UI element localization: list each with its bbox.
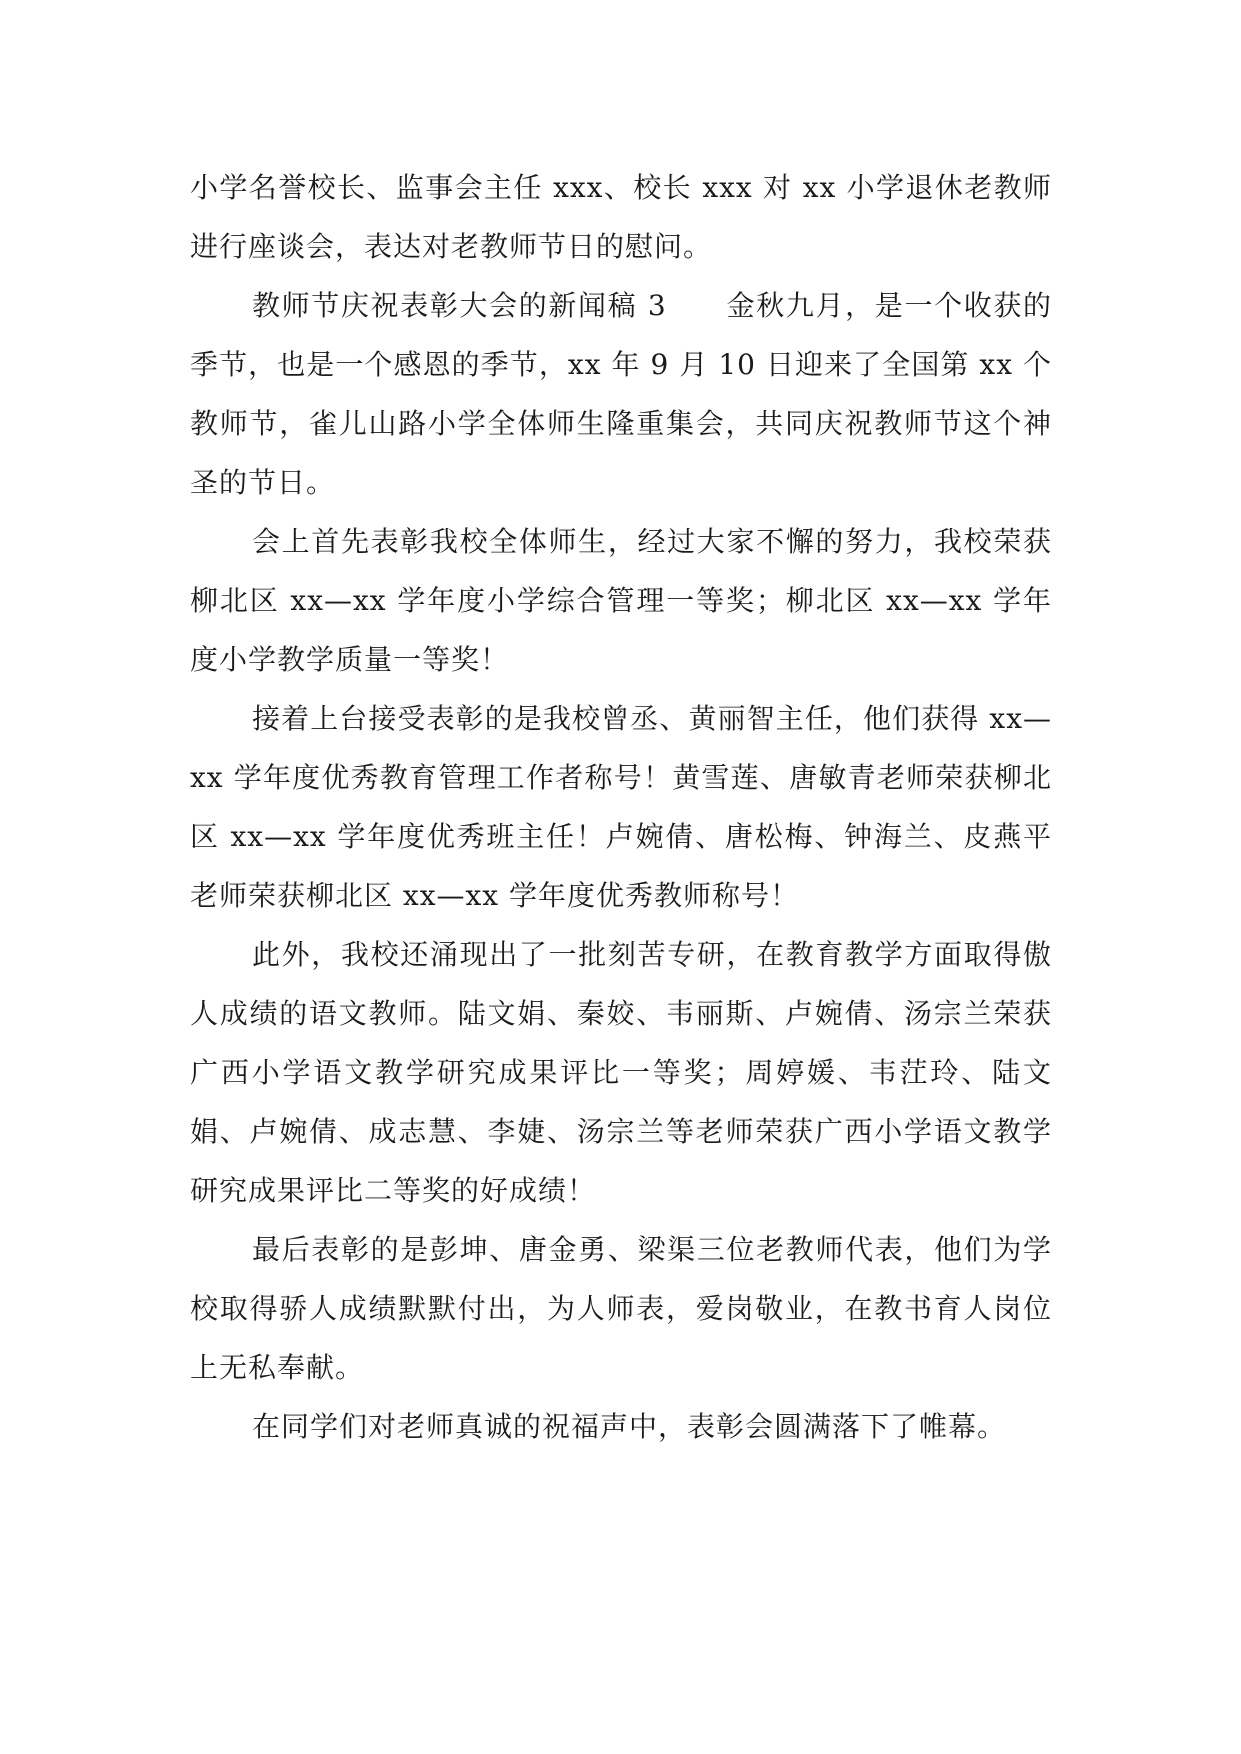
- paragraph-2: 教师节庆祝表彰大会的新闻稿 3 金秋九月，是一个收获的季节，也是一个感恩的季节，xx 年 9 月 10 日迎来了全国第 xx 个教师节，雀儿山路小学全体师生隆重集会，共同庆祝教师节这个神圣的节日。: [190, 289, 1052, 499]
- paragraph-1: 小学名誉校长、监事会主任 xxx、校长 xxx 对 xx 小学退休老教师进行座谈会，表达对老教师节日的慰问。: [190, 171, 1052, 263]
- paragraph-7: 在同学们对老师真诚的祝福声中，表彰会圆满落下了帷幕。: [252, 1410, 1007, 1443]
- paragraph-3: 会上首先表彰我校全体师生，经过大家不懈的努力，我校荣获柳北区 xx—xx 学年度小学综合管理一等奖；柳北区 xx—xx 学年度小学教学质量一等奖！: [190, 525, 1052, 676]
- document-body: [190, 158, 1052, 1456]
- paragraph-5: 此外，我校还涌现出了一批刻苦专研，在教育教学方面取得傲人成绩的语文教师。陆文娟、秦姣、韦丽斯、卢婉倩、汤宗兰荣获广西小学语文教学研究成果评比一等奖；周婷媛、韦茳玲、陆文娟、卢婉倩、成志慧、李婕、汤宗兰等老师荣获广西小学语文教学研究成果评比二等奖的好成绩！: [190, 938, 1052, 1207]
- paragraph-4: 接着上台接受表彰的是我校曾丞、黄丽智主任，他们获得 xx—xx 学年度优秀教育管理工作者称号！黄雪莲、唐敏青老师荣获柳北区 xx—xx 学年度优秀班主任！卢婉倩、唐松梅、钟海兰、皮燕平老师荣获柳北区 xx—xx 学年度优秀教师称号！: [190, 702, 1052, 912]
- paragraph-6: 最后表彰的是彭坤、唐金勇、梁渠三位老教师代表，他们为学校取得骄人成绩默默付出，为人师表，爱岗敬业，在教书育人岗位上无私奉献。: [190, 1233, 1052, 1384]
